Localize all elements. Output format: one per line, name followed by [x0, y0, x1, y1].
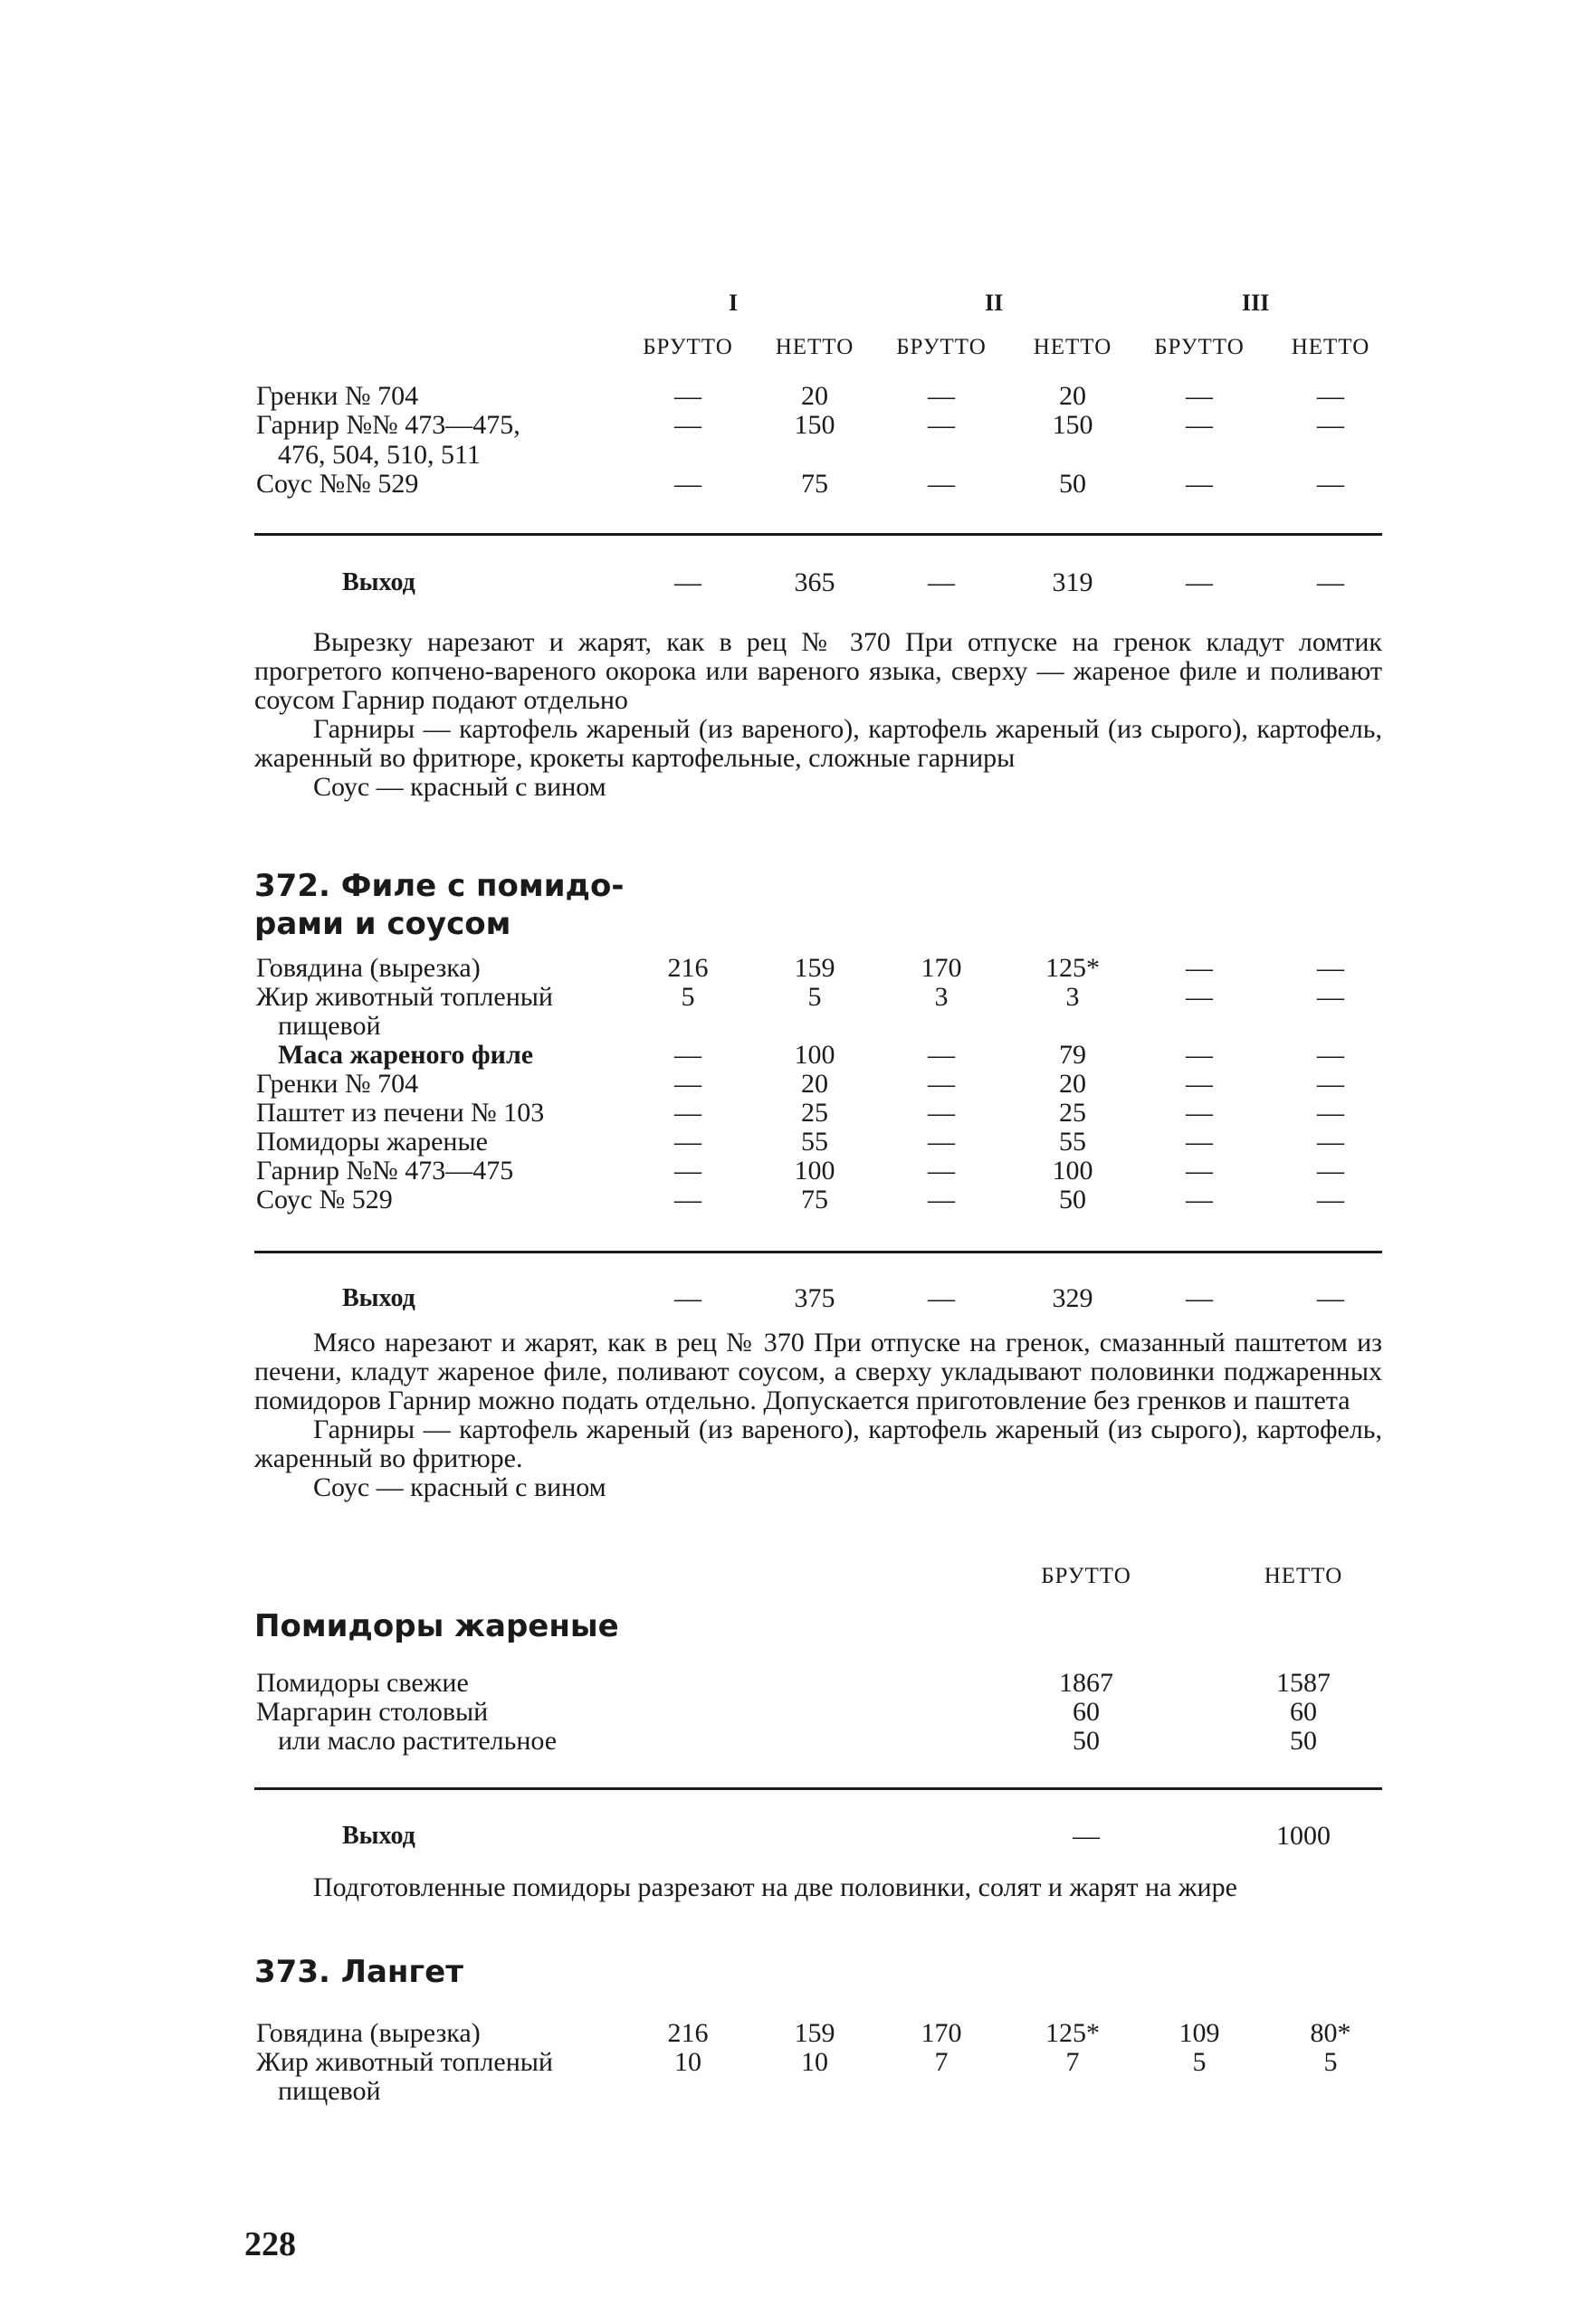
row-label-continuation: пищевой — [278, 1011, 381, 1041]
row-label: Гренки № 704 — [256, 381, 419, 411]
cell: — — [928, 381, 955, 411]
cell: 1587 — [1276, 1668, 1331, 1698]
table-row — [0, 953, 1584, 984]
cell: — — [1186, 1127, 1213, 1157]
table-row — [0, 381, 1584, 412]
cell: — — [928, 567, 955, 597]
cell: 150 — [794, 410, 835, 440]
cell: 216 — [667, 953, 709, 983]
cell: 170 — [921, 953, 962, 983]
paragraph: Мясо нарезают и жарят, как в рец № 370 При отпуске на гренок, смазанный паштетом из печени, кладут жареное филе, поливают соусом, а сверху укладывают половинки поджаренных помидоров Гарнир можно подать отдельно. Допускается приготовление без гренков и паштета — [254, 1328, 1382, 1415]
row-label: Маргарин столовый — [256, 1697, 489, 1727]
cell: — — [674, 381, 701, 411]
cell: — — [1317, 469, 1344, 499]
col-header-netto: НЕТТО — [1264, 1564, 1343, 1588]
cell: 159 — [794, 953, 835, 983]
cell: 100 — [794, 1040, 835, 1070]
table-rule — [254, 1787, 1382, 1790]
cell: 5 — [681, 982, 695, 1012]
cell: 329 — [1052, 1283, 1093, 1313]
table-row — [0, 2018, 1584, 2049]
cell: — — [1186, 1040, 1213, 1070]
cell: — — [1317, 1069, 1344, 1099]
cell: 10 — [674, 2047, 701, 2077]
cell: 375 — [794, 1283, 835, 1313]
paragraph: Гарниры — картофель жареный (из вареного), картофель жареный (из сырого), картофель, жаренный во фритюре, крокеты картофельные, сложные гарниры — [254, 714, 1382, 773]
cell: 50 — [1059, 469, 1086, 499]
table-row — [0, 1185, 1584, 1215]
cell: — — [674, 469, 701, 499]
cell: — — [1317, 567, 1344, 597]
row-label: Маса жареного филе — [278, 1040, 534, 1070]
cell: 25 — [801, 1098, 828, 1128]
cell: 1867 — [1059, 1668, 1113, 1698]
cell: — — [1317, 1156, 1344, 1186]
cell: — — [928, 1040, 955, 1070]
cell: — — [928, 469, 955, 499]
recipe-title — [254, 867, 624, 943]
cell: — — [674, 1156, 701, 1186]
row-label: Говядина (вырезка) — [256, 2018, 481, 2048]
cell: 50 — [1073, 1726, 1100, 1756]
cell: 5 — [1323, 2047, 1338, 2077]
cell: — — [1186, 1283, 1213, 1313]
cell: 20 — [801, 381, 828, 411]
column-group-1: I — [729, 290, 739, 316]
recipe-title-line: 372. Филе с помидо- — [254, 868, 625, 904]
col-header-brutto-3: БРУТТО — [1154, 335, 1245, 359]
cell: 1000 — [1276, 1821, 1331, 1851]
row-label: Гренки № 704 — [256, 1069, 419, 1099]
table-rule — [254, 533, 1382, 536]
cell: — — [928, 1127, 955, 1157]
instructions-text — [254, 1873, 1382, 1902]
cell: 75 — [801, 469, 828, 499]
page-number: 228 — [244, 2225, 296, 2263]
cell: — — [1186, 1185, 1213, 1214]
cell: 20 — [1059, 381, 1086, 411]
table-row — [0, 1726, 1584, 1757]
cell: — — [674, 410, 701, 440]
cell: — — [928, 1069, 955, 1099]
table-row — [0, 1069, 1584, 1100]
cell: 7 — [1065, 2047, 1080, 2077]
paragraph: Соус — красный с вином — [313, 1472, 606, 1502]
table-row — [0, 410, 1584, 441]
table-row — [0, 1098, 1584, 1129]
cell: — — [674, 567, 701, 597]
row-label: или масло растительное — [278, 1726, 558, 1756]
cell: 20 — [801, 1069, 828, 1099]
cell: 159 — [794, 2018, 835, 2048]
cell: — — [1186, 1069, 1213, 1099]
cell: — — [674, 1283, 701, 1313]
instructions-text — [254, 1329, 1382, 1502]
cell: — — [928, 410, 955, 440]
cell: — — [1186, 953, 1213, 983]
cell: 79 — [1059, 1040, 1086, 1070]
row-label: Говядина (вырезка) — [256, 953, 481, 983]
table-row-continuation — [0, 2076, 1584, 2107]
col-header-brutto: БРУТТО — [1041, 1564, 1131, 1588]
cell: 50 — [1059, 1185, 1086, 1214]
cell: 75 — [801, 1185, 828, 1214]
row-label: Жир животный топленый — [256, 982, 553, 1012]
row-label: Помидоры жареные — [256, 1127, 488, 1157]
yield-label: Выход — [342, 1822, 415, 1850]
recipe-title-line: рами и соусом — [254, 906, 511, 942]
row-label: Паштет из печени № 103 — [256, 1098, 545, 1128]
cell: — — [1073, 1821, 1100, 1851]
col-header-brutto-1: БРУТТО — [643, 335, 733, 359]
cell: 55 — [801, 1127, 828, 1157]
cell: — — [674, 1069, 701, 1099]
cell: — — [928, 1185, 955, 1214]
cell: 170 — [921, 2018, 962, 2048]
row-label: Соус №№ 529 — [256, 469, 419, 499]
paragraph: Подготовленные помидоры разрезают на две половинки, солят и жарят на жире — [313, 1872, 1237, 1902]
row-label-continuation: 476, 504, 510, 511 — [278, 440, 481, 470]
cell: — — [1317, 1098, 1344, 1128]
row-label: Гарнир №№ 473—475 — [256, 1156, 514, 1186]
paragraph: Гарниры — картофель жареный (из вареного), картофель жареный (из сырого), картофель, жаренный во фритюре. — [254, 1414, 1382, 1473]
cell: 5 — [807, 982, 822, 1012]
yield-row — [0, 1283, 1584, 1314]
cell: 80* — [1310, 2018, 1351, 2048]
cell: 25 — [1059, 1098, 1086, 1128]
cell: — — [674, 1185, 701, 1214]
cell: 7 — [934, 2047, 949, 2077]
table-rule — [254, 1251, 1382, 1253]
cell: 20 — [1059, 1069, 1086, 1099]
cell: 365 — [794, 567, 835, 597]
cell: 100 — [794, 1156, 835, 1186]
cell: — — [1186, 1156, 1213, 1186]
cell: — — [674, 1098, 701, 1128]
instructions-text — [254, 628, 1382, 802]
column-group-2: II — [985, 290, 1004, 316]
cell: 5 — [1192, 2047, 1207, 2077]
cell: — — [1317, 1127, 1344, 1157]
table-row-continuation — [0, 1011, 1584, 1042]
col-header-netto-2: НЕТТО — [1033, 335, 1112, 359]
col-header-netto-3: НЕТТО — [1291, 335, 1370, 359]
cell: 100 — [1052, 1156, 1093, 1186]
subrecipe-title: Помидоры жареные — [254, 1608, 619, 1644]
cell: 125* — [1045, 2018, 1100, 2048]
cell: 109 — [1178, 2018, 1220, 2048]
cell: 3 — [934, 982, 949, 1012]
cell: — — [1317, 953, 1344, 983]
cell: — — [1186, 982, 1213, 1012]
row-label-continuation: пищевой — [278, 2076, 381, 2106]
cell: 10 — [801, 2047, 828, 2077]
cell: — — [1317, 982, 1344, 1012]
cell: 150 — [1052, 410, 1093, 440]
cell: — — [1317, 1040, 1344, 1070]
recipe-title: 373. Лангет — [254, 1954, 463, 1990]
cell: 3 — [1065, 982, 1080, 1012]
row-label: Жир животный топленый — [256, 2047, 553, 2077]
column-group-3: III — [1242, 290, 1270, 316]
cell: — — [1186, 410, 1213, 440]
row-label: Помидоры свежие — [256, 1668, 469, 1698]
cell: 125* — [1045, 953, 1100, 983]
cell: 319 — [1052, 567, 1093, 597]
table-row — [0, 1668, 1584, 1699]
cell: — — [928, 1283, 955, 1313]
cell: 60 — [1073, 1697, 1100, 1727]
table-row — [0, 469, 1584, 500]
col-header-brutto-2: БРУТТО — [896, 335, 987, 359]
cell: 60 — [1290, 1697, 1317, 1727]
cell: 50 — [1290, 1726, 1317, 1756]
table-row — [0, 1127, 1584, 1157]
yield-label: Выход — [342, 568, 415, 596]
cell: 216 — [667, 2018, 709, 2048]
cell: — — [1317, 381, 1344, 411]
paragraph: Соус — красный с вином — [313, 772, 606, 802]
table-row — [0, 1156, 1584, 1186]
paragraph: Вырезку нарезают и жарят, как в рец № 370 При отпуске на гренок кладут ломтик прогретого копчено-вареного окорока или вареного языка, сверху — жареное филе и поливают соусом Гарнир подают отдельно — [254, 627, 1382, 715]
table-row-continuation — [0, 440, 1584, 471]
cell: — — [674, 1127, 701, 1157]
table-row — [0, 2047, 1584, 2078]
cell: — — [928, 1098, 955, 1128]
col-header-netto-1: НЕТТО — [775, 335, 854, 359]
cell: — — [1186, 469, 1213, 499]
cell: — — [1186, 567, 1213, 597]
table-row — [0, 1040, 1584, 1071]
yield-row — [0, 567, 1584, 598]
cell: — — [928, 1156, 955, 1186]
cell: — — [1317, 410, 1344, 440]
table-row — [0, 1697, 1584, 1728]
cell: — — [1186, 381, 1213, 411]
cell: — — [1317, 1185, 1344, 1214]
cell: — — [1186, 1098, 1213, 1128]
cell: — — [1317, 1283, 1344, 1313]
yield-row — [0, 1821, 1584, 1852]
row-label: Соус № 529 — [256, 1185, 393, 1214]
table-row — [0, 982, 1584, 1013]
cell: — — [674, 1040, 701, 1070]
cell: 55 — [1059, 1127, 1086, 1157]
row-label: Гарнир №№ 473—475, — [256, 410, 520, 440]
yield-label: Выход — [342, 1284, 415, 1312]
